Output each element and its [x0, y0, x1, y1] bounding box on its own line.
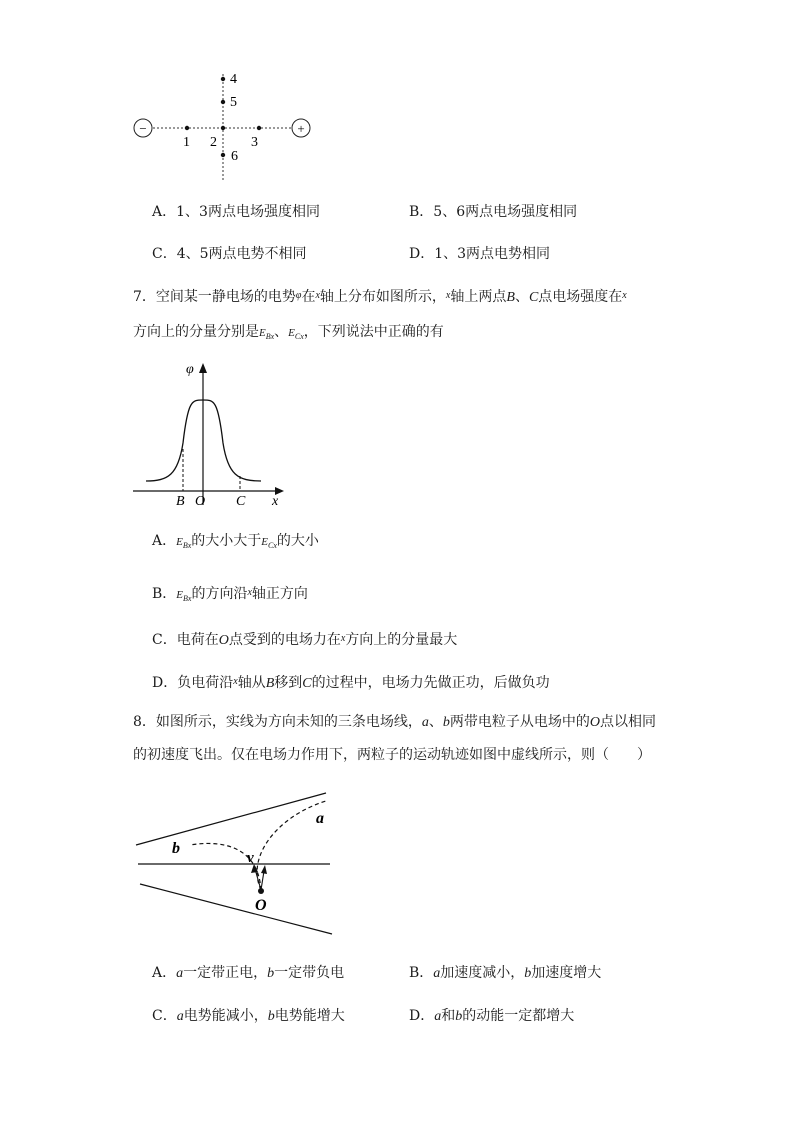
q6-option-b[interactable]: B．5、6两点电场强度相同: [409, 204, 578, 220]
label-4: 4: [230, 72, 237, 87]
point-1: [185, 126, 189, 130]
q8-option-c[interactable]: C．a电势能减小，b电势能增大: [152, 1008, 345, 1024]
q7-stem-line1: 7．空间某一静电场的电势$^\varphi$在$^x$轴上分布如图所示，$^x$轴上两点B、C点电场强度在$^x$: [133, 289, 627, 305]
q8-option-d[interactable]: D．a和b的动能一定都增大: [409, 1008, 575, 1024]
label-5: 5: [230, 95, 237, 110]
q6-option-a[interactable]: A．1、3两点电场强度相同: [152, 204, 320, 220]
field-lines-figure: [130, 785, 340, 940]
q8-stem-line1: 8．如图所示，实线为方向未知的三条电场线，a、b两带电粒子从电场中的O点以相同: [133, 714, 657, 730]
q8-option-b[interactable]: B．a加速度减小，b加速度增大: [409, 965, 602, 981]
label-C: C: [236, 494, 246, 509]
q6-option-d[interactable]: D．1、3两点电势相同: [409, 246, 551, 262]
point-3: [257, 126, 261, 130]
q7-option-c[interactable]: C．电荷在O点受到的电场力在$^x$方向上的分量最大: [152, 632, 458, 648]
point-2: [221, 126, 225, 130]
q8-stem-line2: 的初速度飞出。仅在电场力作用下，两粒子的运动轨迹如图中虚线所示，则（ ）: [133, 747, 651, 763]
point-4: [221, 77, 225, 81]
phi-axis-label: φ: [186, 362, 194, 377]
label-v: v: [247, 850, 254, 866]
positive-sign: +: [297, 121, 305, 136]
q7-option-a[interactable]: A．$E_{Bx}$的大小大于$E_{Cx}$的大小: [152, 533, 319, 550]
q6-option-c[interactable]: C．4、5两点电势不相同: [152, 246, 307, 262]
label-2: 2: [210, 135, 217, 150]
q7-option-b[interactable]: B．$E_{Bx}$的方向沿$^x$轴正方向: [152, 586, 308, 603]
label-O: O: [195, 494, 206, 509]
negative-sign: −: [139, 121, 147, 136]
label-b: b: [172, 840, 180, 857]
q7-option-d[interactable]: D．负电荷沿$^x$轴从B移到C的过程中，电场力先做正功，后做负功: [152, 675, 550, 691]
charge-pair-figure: [125, 60, 325, 185]
point-5: [221, 100, 225, 104]
label-B: B: [176, 494, 185, 509]
label-a: a: [316, 810, 324, 827]
label-6: 6: [231, 149, 238, 164]
label-O: O: [255, 897, 267, 914]
point-6: [221, 153, 225, 157]
label-3: 3: [251, 135, 258, 150]
label-1: 1: [183, 135, 190, 150]
x-axis-label: x: [272, 494, 279, 509]
q8-option-a[interactable]: A．a一定带正电，b一定带负电: [152, 965, 345, 981]
potential-graph: [128, 355, 288, 510]
q7-stem-line2: 方向上的分量分别是$E_{Bx}$、$E_{Cx}$，下列说法中正确的有: [133, 324, 444, 341]
